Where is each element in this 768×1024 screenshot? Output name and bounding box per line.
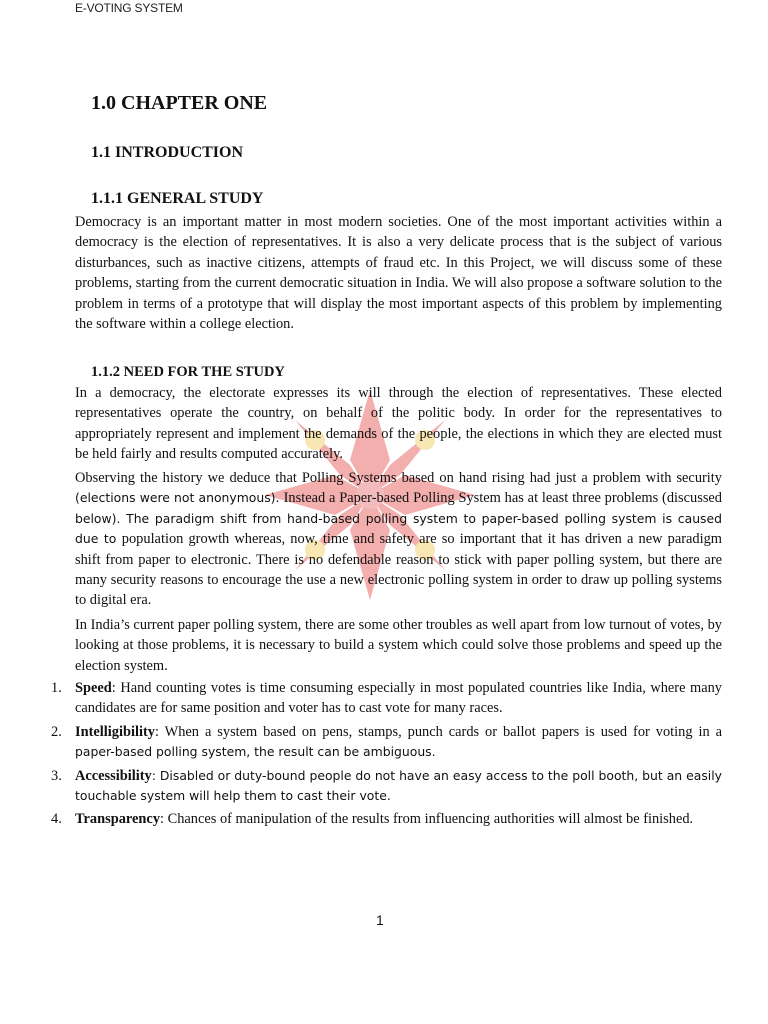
list-item-text-alt: : Disabled or duty-bound people do not have an easy access to the poll booth, but an easily touchable system will help them to cast their vote. bbox=[75, 767, 722, 804]
list-item-number: 4. bbox=[51, 811, 62, 828]
page-number: 1 bbox=[376, 912, 384, 928]
list-item-number: 3. bbox=[51, 767, 62, 784]
need-for-study-heading: 1.1.2 NEED FOR THE STUDY bbox=[91, 364, 285, 380]
need-paragraph-2-part-a: Observing the history we deduce that Polling Systems based on hand rising had just a problem with security bbox=[75, 470, 722, 486]
need-paragraph-1: In a democracy, the electorate expresses its will through the election of representatives. These elected representatives operate the country, on behalf of the politic body. In order for the representatives to appropriately represent and implement the demands of the people, the elections in which they are elected must be held fairly and results computed accurately. bbox=[75, 385, 722, 463]
list-item bbox=[51, 678, 722, 719]
need-paragraph-2 bbox=[75, 468, 722, 611]
need-paragraph-2-part-e: population growth whereas, now, time and safety are so important that it has driven a new paradigm shift from paper to electronic. There is no defendable reason to stick with paper polling system, but there are many security reasons to encourage the use a new electronic polling system in order to draw up polling systems to digital era. bbox=[75, 531, 722, 609]
document-header: E-VOTING SYSTEM bbox=[75, 1, 183, 15]
general-study-heading: 1.1.1 GENERAL STUDY bbox=[91, 190, 264, 207]
list-item-term: Intelligibility bbox=[75, 723, 155, 740]
list-item-text: : When a system based on pens, stamps, punch cards or ballot papers is used for voting in a bbox=[154, 723, 722, 740]
list-item-number: 1. bbox=[51, 680, 62, 696]
chapter-heading: 1.0 CHAPTER ONE bbox=[91, 92, 268, 114]
list-item-term: Transparency bbox=[75, 811, 161, 828]
problems-list bbox=[51, 678, 722, 833]
list-item bbox=[51, 766, 722, 807]
list-item-term: Accessibility bbox=[75, 767, 152, 784]
list-item-text-alt: paper-based polling system, the result can be ambiguous. bbox=[75, 744, 436, 760]
need-paragraph-2-part-b: (elections were not anonymous). bbox=[75, 490, 284, 506]
need-paragraph-3: In India’s current paper polling system, there are some other troubles as well apart from low turnout of votes, by looking at those problems, it is necessary to build a system which could solve those problems and speed up the election system. bbox=[75, 617, 722, 674]
list-item-number: 2. bbox=[51, 723, 62, 740]
list-item bbox=[51, 722, 722, 763]
list-item-text: : Chances of manipulation of the results from influencing authorities will almost be finished. bbox=[160, 811, 694, 828]
list-item-term: Speed bbox=[75, 680, 112, 696]
introduction-heading: 1.1 INTRODUCTION bbox=[91, 144, 244, 161]
general-study-paragraph: Democracy is an important matter in most modern societies. One of the most important activities within a democracy is the election of representatives. It is also a very delicate process that is the subject of various disturbances, such as inactive citizens, attempts of fraud etc. In this Project, we will discuss some of these problems, starting from the current democratic situation in India. We will also propose a software solution to the problem in terms of a prototype that will display the most important aspects of this problem by implementing the software within a college election. bbox=[75, 214, 722, 333]
list-item-text: : Hand counting votes is time consuming especially in most populated countries like India, where many candidates are for same position and voter has to cast vote for many races. bbox=[75, 680, 722, 717]
need-paragraph-2-part-d: below). The paradigm shift from hand-based polling system to paper-based polling system is caused due to bbox=[75, 510, 722, 547]
need-paragraph-2-part-c: Instead a Paper-based Polling System has at least three problems (discussed bbox=[283, 490, 723, 507]
list-item bbox=[51, 809, 722, 829]
